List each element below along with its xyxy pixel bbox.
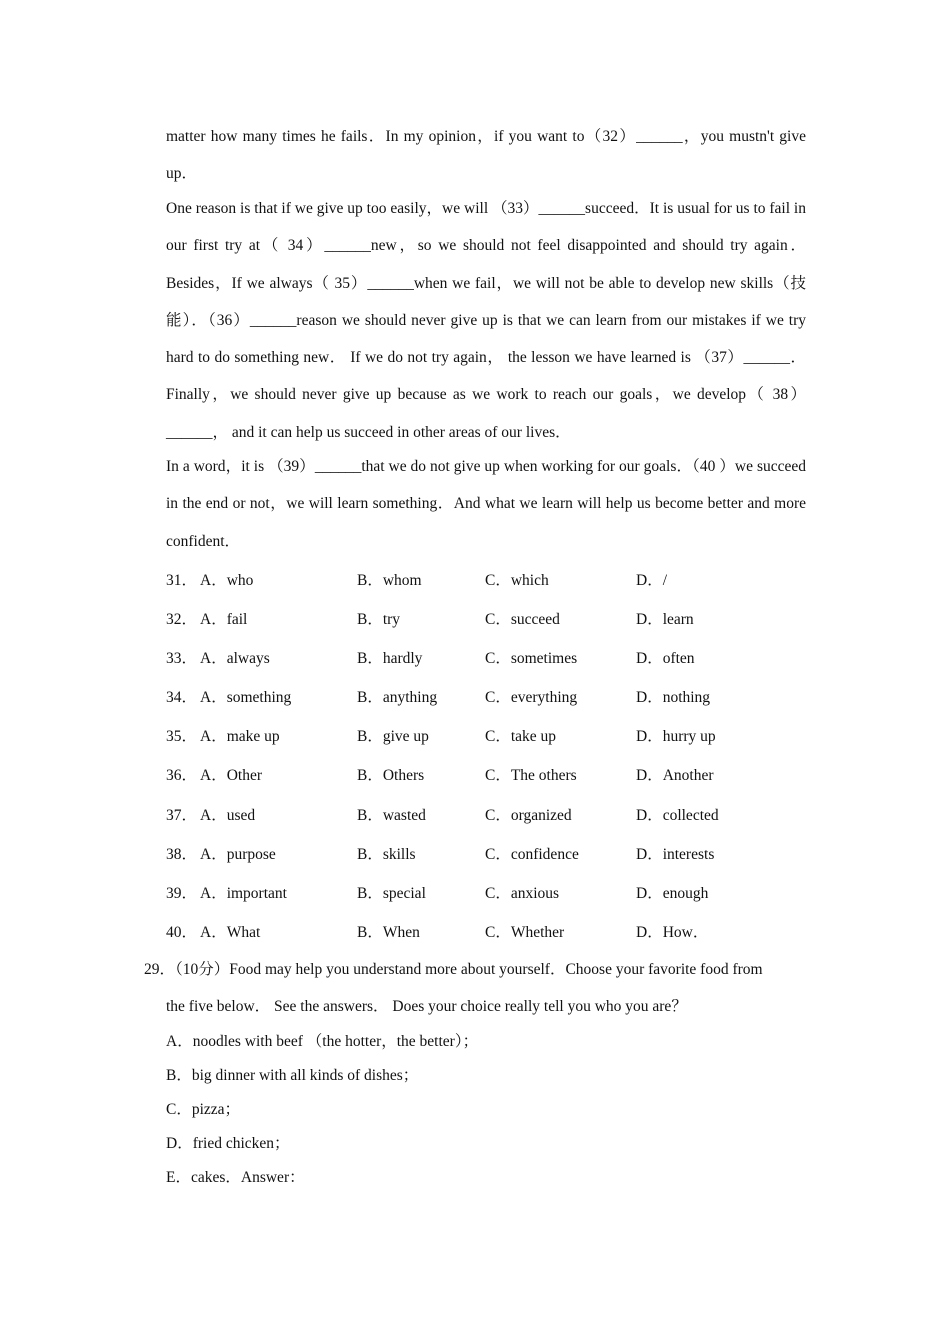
option-b: B．anything: [357, 689, 438, 706]
question-31: [166, 568, 806, 590]
question-29-option-c: C．pizza；: [166, 1101, 241, 1118]
question-38: [166, 842, 806, 864]
option-d: D．often: [636, 650, 695, 667]
option-d: D．collected: [636, 807, 719, 824]
option-d: D．learn: [636, 611, 694, 628]
question-40: [166, 920, 806, 942]
question-29-option-a: A．noodles with beef （the hotter，the better）；: [166, 1033, 479, 1050]
option-a: A．fail: [200, 611, 248, 628]
option-d: D．hurry up: [636, 728, 716, 745]
option-a: A．Other: [200, 767, 262, 784]
option-b: B．Others: [357, 767, 425, 784]
option-a: A．always: [200, 650, 270, 667]
option-a: A．who: [200, 572, 254, 589]
option-a: A．make up: [200, 728, 280, 745]
option-b: B．wasted: [357, 807, 426, 824]
question-37: [166, 803, 806, 825]
question-34: [166, 685, 806, 707]
question-number: 36．: [166, 767, 198, 784]
question-number: 40．: [166, 924, 198, 941]
option-c: C．The others: [485, 767, 577, 784]
option-c: C．confidence: [485, 846, 579, 863]
option-d: D．nothing: [636, 689, 711, 706]
question-number: 32．: [166, 611, 198, 628]
option-b: B．hardly: [357, 650, 423, 667]
option-b: B．special: [357, 885, 426, 902]
option-d: D．enough: [636, 885, 709, 902]
option-c: C．organized: [485, 807, 572, 824]
option-a: A．important: [200, 885, 287, 902]
option-d: D．/: [636, 572, 668, 589]
option-c: C．which: [485, 572, 549, 589]
question-39: [166, 881, 806, 903]
passage-paragraph-3: In a word，it is （39）______that we do not give up when working for our goals．（40 ）we succeed in the end or not，we will learn something．And what we learn will help us become better and more confident．: [166, 458, 806, 550]
question-number: 34．: [166, 689, 198, 706]
question-number: 35．: [166, 728, 198, 745]
option-a: A．What: [200, 924, 261, 941]
question-36: [166, 763, 806, 785]
option-d: D．interests: [636, 846, 715, 863]
question-number: 38．: [166, 846, 198, 863]
option-c: C．anxious: [485, 885, 560, 902]
option-a: A．purpose: [200, 846, 276, 863]
question-29-option-e: E．cakes．Answer：: [166, 1169, 305, 1186]
question-number: 37．: [166, 807, 198, 824]
question-35: [166, 724, 806, 746]
question-29-option-b: B．big dinner with all kinds of dishes；: [166, 1067, 419, 1084]
option-b: B．whom: [357, 572, 422, 589]
option-b: B．give up: [357, 728, 429, 745]
option-b: B．try: [357, 611, 401, 628]
option-a: A．used: [200, 807, 256, 824]
question-number: 33．: [166, 650, 198, 667]
question-33: [166, 646, 806, 668]
option-c: C．take up: [485, 728, 557, 745]
option-c: C．succeed: [485, 611, 560, 628]
passage-paragraph-2: One reason is that if we give up too easily，we will （33）______succeed．It is usual for us to fail in our first try at（ 34）______new，so we should not feel disappointed and should try again．Besides，If we always（ 35）______when we fail，we will not be able to develop new skills（技能）．（36）______reason we should never give up is that we can learn from our mistakes if we try hard to do something new． If we do not try again， the lesson we have learned is （37）______． Finally，we should never give up because as we work to reach our goals，we develop（ 38）______， and it can help us succeed in other areas of our lives．: [166, 200, 806, 441]
option-c: C．everything: [485, 689, 578, 706]
option-a: A．something: [200, 689, 292, 706]
question-number: 31．: [166, 572, 198, 589]
question-29-prompt-line-1: 29．（10分）Food may help you understand more about yourself．Choose your favorite food from: [144, 961, 763, 978]
option-b: B．skills: [357, 846, 416, 863]
option-d: D．Another: [636, 767, 714, 784]
question-29-prompt-line-2: the five below． See the answers． Does your choice really tell you who you are？: [166, 998, 687, 1015]
question-32: [166, 607, 806, 629]
passage-paragraph-1: matter how many times he fails．In my opinion，if you want to（32）______，you mustn't give up．: [166, 128, 806, 183]
option-d: D．How．: [636, 924, 709, 941]
option-c: C．sometimes: [485, 650, 578, 667]
question-number: 39．: [166, 885, 198, 902]
option-c: C．Whether: [485, 924, 565, 941]
question-29-option-d: D．fried chicken；: [166, 1135, 290, 1152]
option-b: B．When: [357, 924, 420, 941]
